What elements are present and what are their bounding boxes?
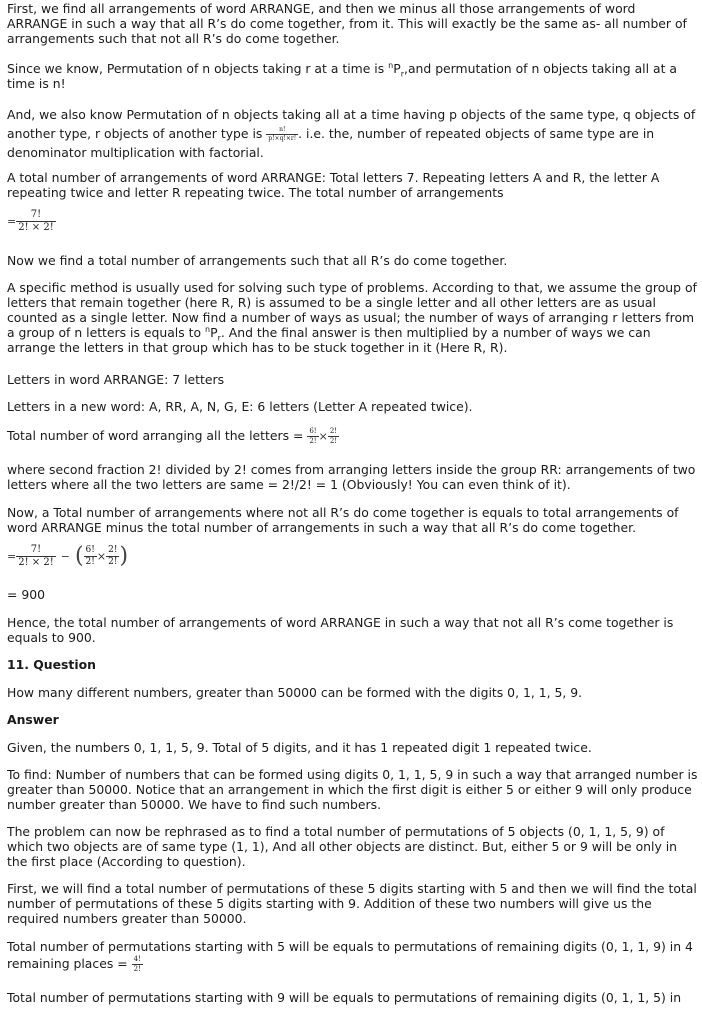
times-sign: × (96, 550, 107, 563)
fraction-six-factorial (84, 546, 97, 567)
paragraph-letters-arrange: Letters in word ARRANGE: 7 letters (7, 372, 225, 387)
paragraph-repeated-objects (7, 105, 699, 162)
fraction-seven-factorial (16, 545, 56, 568)
fraction-numerator: 7! (16, 210, 56, 222)
fraction-denominator: p!×q!×r! (268, 135, 297, 142)
subscript-r: r (400, 69, 404, 79)
answer-start-with-five (7, 938, 699, 973)
answer-start-with-nine: Total number of permutations starting with 9 will be equals to permutations of remaining digits (0, 1, 1, 5) in (7, 990, 682, 1005)
paragraph-arranging-letters (7, 428, 699, 445)
fraction-denominator: 2! (309, 437, 317, 445)
times-sign: × (318, 430, 328, 443)
letter-p: P (393, 61, 401, 76)
superscript-n: n (388, 60, 394, 70)
answer-rephrased: The problem can now be rephrased as to find a total number of permutations of 5 objects (0, 1, 1, 5, 9) of which two objects are of same type (1, 1), And all other objects are distinct. But, either 5 or 9 will be only in the first place (According to question). (7, 824, 678, 869)
paragraph-letters-new-word: Letters in a new word: A, RR, A, N, G, E: 6 letters (Letter A repeated twice). (7, 399, 473, 414)
equals-sign: = (7, 550, 17, 563)
fraction-numerator: 2! (108, 545, 118, 555)
text-before: A specific method is usually used for solving such type of problems. According to that, we assume the group of letters that remain together (here R, R) is assumed to be a single letter and all other letters are as usual counted as a single letter. Now find a number of ways as usual; the number of ways of arranging r letters from a group of n letters is equals to (7, 280, 697, 340)
right-paren: ) (119, 543, 129, 569)
answer-to-find: To find: Number of numbers that can be formed using digits 0, 1, 1, 5, 9 in such a way that arranged number is greater than 50000. Notice that an arrangement in which the first digit is either 5 or either 9 will only produce number greater than 50000. We have to find such numbers. (7, 767, 698, 812)
fraction-numerator: 6! (85, 545, 95, 555)
paragraph-conclusion: Hence, the total number of arrangements of word ARRANGE in such a way that not all R’s come together is equals to 900. (7, 615, 674, 645)
fraction-seven-factorial (16, 210, 56, 233)
answer-approach: First, we will find a total number of permutations of these 5 digits starting with 5 and then we will find the total number of permutations of these 5 digits starting with 9. Addition of these two numbers will give us the required numbers greater than 50000. (7, 881, 697, 926)
text-before: And, we also know Permutation of n objects taking all at a time having p objects of the same type, q objects of another type, r objects of another type is (7, 107, 696, 141)
fraction-numerator: 7! (16, 545, 56, 557)
left-paren: ( (74, 543, 84, 569)
fraction-four-factorial (132, 956, 143, 973)
text-after: . And the final answer is then multiplied by a number of ways we can arrange the letters in that group which has to be stuck together in it (Here R, R). (7, 325, 651, 355)
text-before: Since we know, Permutation of n objects taking r at a time is (7, 61, 389, 76)
text-after: . i.e. the, number of repeated objects of same type are in denominator multiplication with factorial. (7, 126, 655, 160)
fraction-numerator: n! (266, 127, 298, 135)
fraction-denominator: 2! (85, 557, 95, 567)
fraction-six-factorial (307, 428, 318, 445)
paragraph-result: = 900 (7, 587, 45, 602)
fraction-denominator: 2! (108, 557, 118, 567)
fraction-numerator: 6! (309, 427, 317, 435)
subscript-r: r (217, 333, 221, 343)
text-after: ,and permutation of n objects taking all at a time is n! (7, 61, 677, 91)
fraction-numerator: 2! (329, 427, 338, 435)
equation-total (7, 210, 699, 233)
equation-difference (7, 545, 699, 568)
fraction-denominator: 2! × 2! (18, 557, 54, 568)
question-heading: 11. Question (7, 657, 96, 672)
paragraph-group-explanation: where second fraction 2! divided by 2! comes from arranging letters inside the group RR: arrangements of two letters where all the two letters are same = 2!/2! = 1 (Obviously! You can even think of it). (7, 462, 696, 492)
paragraph-intro: First, we find all arrangements of word ARRANGE, and then we minus all those arrangements of word ARRANGE in such a way that all R’s do come together, from it. This will exactly be the same as- all number of arrangements such that not all R’s do come together. (7, 1, 687, 46)
fraction-repeated-formula (266, 127, 298, 142)
text-before: Total number of word arranging all the letters = (7, 428, 308, 443)
fraction-two-factorial (106, 546, 119, 567)
paragraph-not-together: Now, a Total number of arrangements where not all R’s do come together is equals to total arrangements of word ARRANGE minus the total number of arrangements in such a way that all R’s do come together. (7, 505, 679, 535)
fraction-two-factorial (328, 428, 339, 445)
fraction-numerator: 4! (133, 955, 141, 963)
fraction-denominator: 2! × 2! (18, 222, 54, 233)
paragraph-total-arrangements: A total number of arrangements of word ARRANGE: Total letters 7. Repeating letters A and R, the letter A repeating twice and letter R repeating twice. The total number of arrangements (7, 170, 660, 200)
fraction-denominator: 2! (329, 437, 338, 445)
answer-heading: Answer (7, 712, 59, 727)
letter-p: P (210, 325, 218, 340)
paragraph-method (7, 280, 699, 355)
paragraph-r-together: Now we find a total number of arrangements such that all R’s do come together. (7, 253, 508, 268)
paragraph-permutation-definition (7, 61, 699, 91)
fraction-denominator: 2! (133, 965, 141, 973)
question-text: How many different numbers, greater than 50000 can be formed with the digits 0, 1, 1, 5, 9. (7, 685, 583, 700)
minus-sign: − (60, 550, 70, 563)
answer-given: Given, the numbers 0, 1, 1, 5, 9. Total of 5 digits, and it has 1 repeated digit 1 repeated twice. (7, 740, 592, 755)
equals-sign: = (7, 215, 17, 228)
superscript-n: n (205, 324, 211, 334)
text-before: Total number of permutations starting with 5 will be equals to permutations of remaining digits (0, 1, 1, 9) in 4 remaining places = (7, 939, 693, 971)
